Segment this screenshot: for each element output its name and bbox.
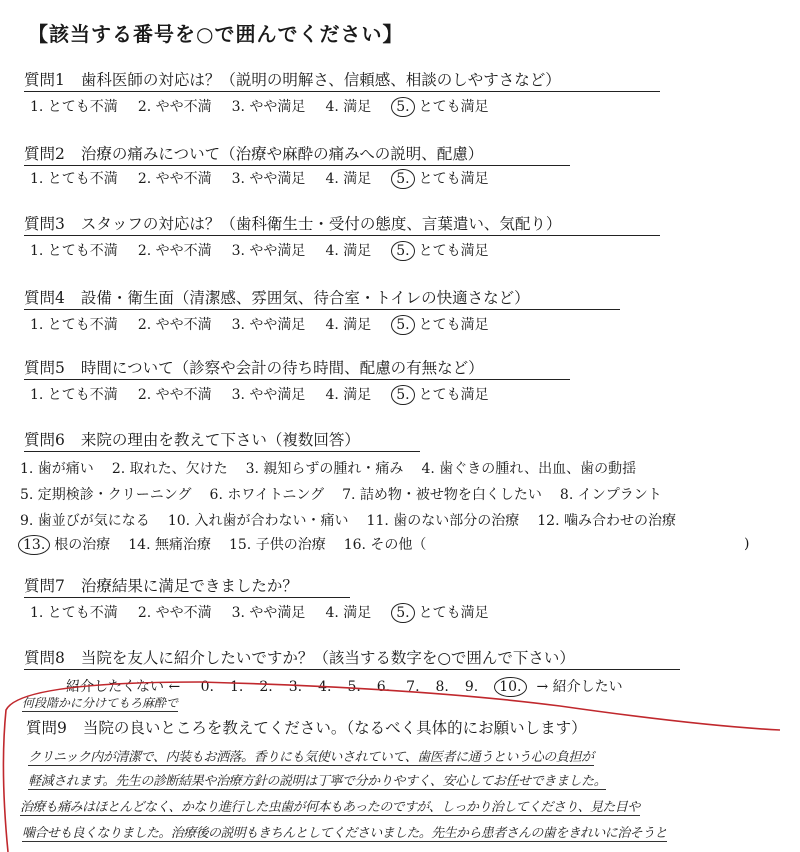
option-2[interactable]: 2. やや不満 — [137, 99, 212, 115]
reason-option[interactable]: 5. 定期検診・クリーニング — [20, 487, 192, 503]
question-number: 質問3 — [24, 215, 65, 233]
question-7 — [24, 574, 350, 598]
option-4[interactable]: 4. 満足 — [325, 171, 372, 187]
reason-option[interactable]: 12. 噛み合わせの治療 — [537, 513, 676, 529]
option-5-label: とても満足 — [418, 317, 489, 333]
option-1[interactable]: 1. とても不満 — [30, 243, 118, 259]
answer-line-1: クリニック内が清潔で、内装もお洒落。香りにも気使いされていて、歯医者に通うという心の負担が — [28, 746, 594, 766]
option-5-label: とても満足 — [418, 387, 489, 403]
option-2[interactable]: 2. やや不満 — [137, 387, 212, 403]
selected-scale-10[interactable]: 10. — [494, 677, 526, 697]
rating-options-4 — [30, 314, 489, 335]
reason-option[interactable]: 9. 歯並びが気になる — [20, 513, 150, 529]
reason-option[interactable]: 6. ホワイトニング — [209, 487, 325, 503]
scale-value[interactable]: 9. — [464, 679, 479, 695]
question-text: 治療の痛みについて（治療や麻酔の痛みへの説明、配慮） — [80, 145, 484, 163]
reason-option[interactable]: 14. 無痛治療 — [128, 537, 211, 553]
scale-value[interactable]: 5. — [347, 679, 361, 695]
question-number: 質問2 — [24, 145, 65, 163]
scale-right-label: → 紹介したい — [536, 679, 623, 695]
question-4 — [24, 286, 620, 310]
selected-option-5[interactable]: 5. — [391, 315, 414, 335]
reason-option[interactable]: 11. 歯のない部分の治療 — [366, 513, 520, 529]
survey-header: 【該当する番号を○で囲んでください】 — [28, 22, 404, 46]
option-4[interactable]: 4. 満足 — [325, 605, 372, 621]
question-number: 質問7 — [24, 577, 65, 595]
reason-option[interactable]: 15. 子供の治療 — [228, 537, 326, 553]
option-2[interactable]: 2. やや不満 — [137, 171, 212, 187]
rating-options-7 — [30, 602, 489, 623]
scale-left-label: 紹介したくない ← — [66, 679, 181, 695]
option-5-label: とても満足 — [418, 99, 489, 115]
question-2 — [24, 142, 570, 166]
question-text: 歯科医師の対応は？（説明の明解さ、信頼感、相談のしやすさなど） — [80, 71, 561, 89]
question-9 — [26, 716, 587, 738]
scale-value[interactable]: 1. — [230, 679, 244, 695]
question-number: 質問1 — [24, 71, 65, 89]
option-2[interactable]: 2. やや不満 — [137, 317, 212, 333]
scale-value[interactable]: 8. — [435, 679, 449, 695]
option-1[interactable]: 1. とても不満 — [30, 605, 118, 621]
question-5 — [24, 356, 570, 380]
option-4[interactable]: 4. 満足 — [325, 387, 372, 403]
reason-option-other[interactable]: 16. その他（ — [343, 537, 427, 553]
scale-value[interactable]: 4. — [318, 679, 332, 695]
option-5-label: とても満足 — [418, 171, 489, 187]
rating-options-1 — [30, 96, 489, 117]
selected-option-5[interactable]: 5. — [391, 169, 414, 189]
question-8 — [24, 646, 680, 670]
option-2[interactable]: 2. やや不満 — [137, 243, 212, 259]
option-4[interactable]: 4. 満足 — [325, 243, 372, 259]
scale-value[interactable]: 2. — [259, 679, 273, 695]
option-3[interactable]: 3. やや満足 — [231, 387, 306, 403]
selected-option-5[interactable]: 5. — [391, 385, 414, 405]
option-3[interactable]: 3. やや満足 — [231, 605, 306, 621]
question-number: 質問8 — [24, 649, 65, 667]
question-number: 質問9 — [26, 719, 67, 737]
question-1 — [24, 68, 660, 92]
question-3 — [24, 212, 660, 236]
question-6 — [24, 428, 420, 452]
question-text: 設備・衛生面（清潔感、雰囲気、待合室・トイレの快適さなど） — [80, 289, 530, 307]
option-1[interactable]: 1. とても不満 — [30, 99, 118, 115]
question-text: スタッフの対応は？（歯科衛生士・受付の態度、言葉遣い、気配り） — [80, 215, 562, 233]
answer-line-2: 軽減されます。先生の診断結果や治療方針の説明は丁寧で分かりやすく、安心してお任せできました。 — [28, 770, 606, 790]
rating-options-5 — [30, 384, 489, 405]
option-2[interactable]: 2. やや不満 — [137, 605, 212, 621]
option-5-label: とても満足 — [418, 243, 489, 259]
reason-option[interactable]: 10. 入れ歯が合わない・痛い — [167, 513, 349, 529]
question-text: 来院の理由を教えて下さい（複数回答） — [80, 431, 360, 449]
reason-row-4 — [18, 534, 444, 555]
question-text: 時間について（診察や会計の待ち時間、配慮の有無など） — [80, 359, 484, 377]
question-text: 治療結果に満足できましたか？ — [80, 577, 298, 595]
option-4[interactable]: 4. 満足 — [325, 99, 372, 115]
handwritten-note: 何段階かに分けてもろ麻酔で — [22, 696, 179, 710]
selected-option-5[interactable]: 5. — [391, 241, 414, 261]
option-3[interactable]: 3. やや満足 — [231, 171, 306, 187]
scale-value[interactable]: 7. — [406, 679, 420, 695]
reason-option[interactable]: 3. 親知らずの腫れ・痛み — [245, 461, 404, 477]
option-3[interactable]: 3. やや満足 — [231, 243, 306, 259]
option-4[interactable]: 4. 満足 — [325, 317, 372, 333]
reason-option[interactable]: 根の治療 — [54, 537, 111, 553]
selected-option-5[interactable]: 5. — [391, 97, 414, 117]
other-close-paren: ) — [744, 536, 750, 552]
question-text: 当院の良いところを教えてください。（なるべく具体的にお願いします） — [82, 719, 587, 737]
answer-line-4: 噛合せも良くなりました。治療後の説明もきちんとしてくださいました。先生から患者さんの歯をきれいに治そうと — [22, 822, 667, 842]
option-3[interactable]: 3. やや満足 — [231, 99, 306, 115]
reason-row-3 — [20, 510, 694, 530]
scale-value[interactable]: 3. — [288, 679, 303, 695]
question-number: 質問6 — [24, 431, 65, 449]
scale-value[interactable]: 6. — [376, 679, 391, 695]
option-1[interactable]: 1. とても不満 — [30, 387, 118, 403]
rating-options-3 — [30, 240, 489, 261]
answer-line-3: 治療も痛みはほとんどなく、かなり進行した虫歯が何本もあったのですが、しっかり治してくださり、見た目や — [20, 796, 640, 816]
option-5-label: とても満足 — [418, 605, 489, 621]
reason-option[interactable]: 2. 取れた、欠けた — [111, 461, 228, 477]
reason-row-2 — [20, 484, 680, 504]
selected-reason-13[interactable]: 13. — [18, 535, 50, 555]
question-number: 質問4 — [24, 289, 65, 307]
selected-option-5[interactable]: 5. — [391, 603, 414, 623]
reason-row-1 — [20, 458, 654, 478]
option-1[interactable]: 1. とても不満 — [30, 171, 118, 187]
question-number: 質問5 — [24, 359, 65, 377]
scale-value[interactable]: 0. — [200, 679, 214, 695]
reason-option[interactable]: 7. 詰め物・被せ物を白くしたい — [342, 487, 542, 503]
question-text: 当院を友人に紹介したいですか？（該当する数字を○で囲んで下さい） — [80, 649, 575, 667]
reason-option[interactable]: 4. 歯ぐきの腫れ、出血、歯の動揺 — [421, 461, 637, 477]
option-1[interactable]: 1. とても不満 — [30, 317, 118, 333]
reason-option[interactable]: 1. 歯が痛い — [20, 461, 94, 477]
reason-option[interactable]: 8. インプラント — [559, 487, 662, 503]
option-3[interactable]: 3. やや満足 — [231, 317, 306, 333]
rating-options-2 — [30, 168, 489, 189]
